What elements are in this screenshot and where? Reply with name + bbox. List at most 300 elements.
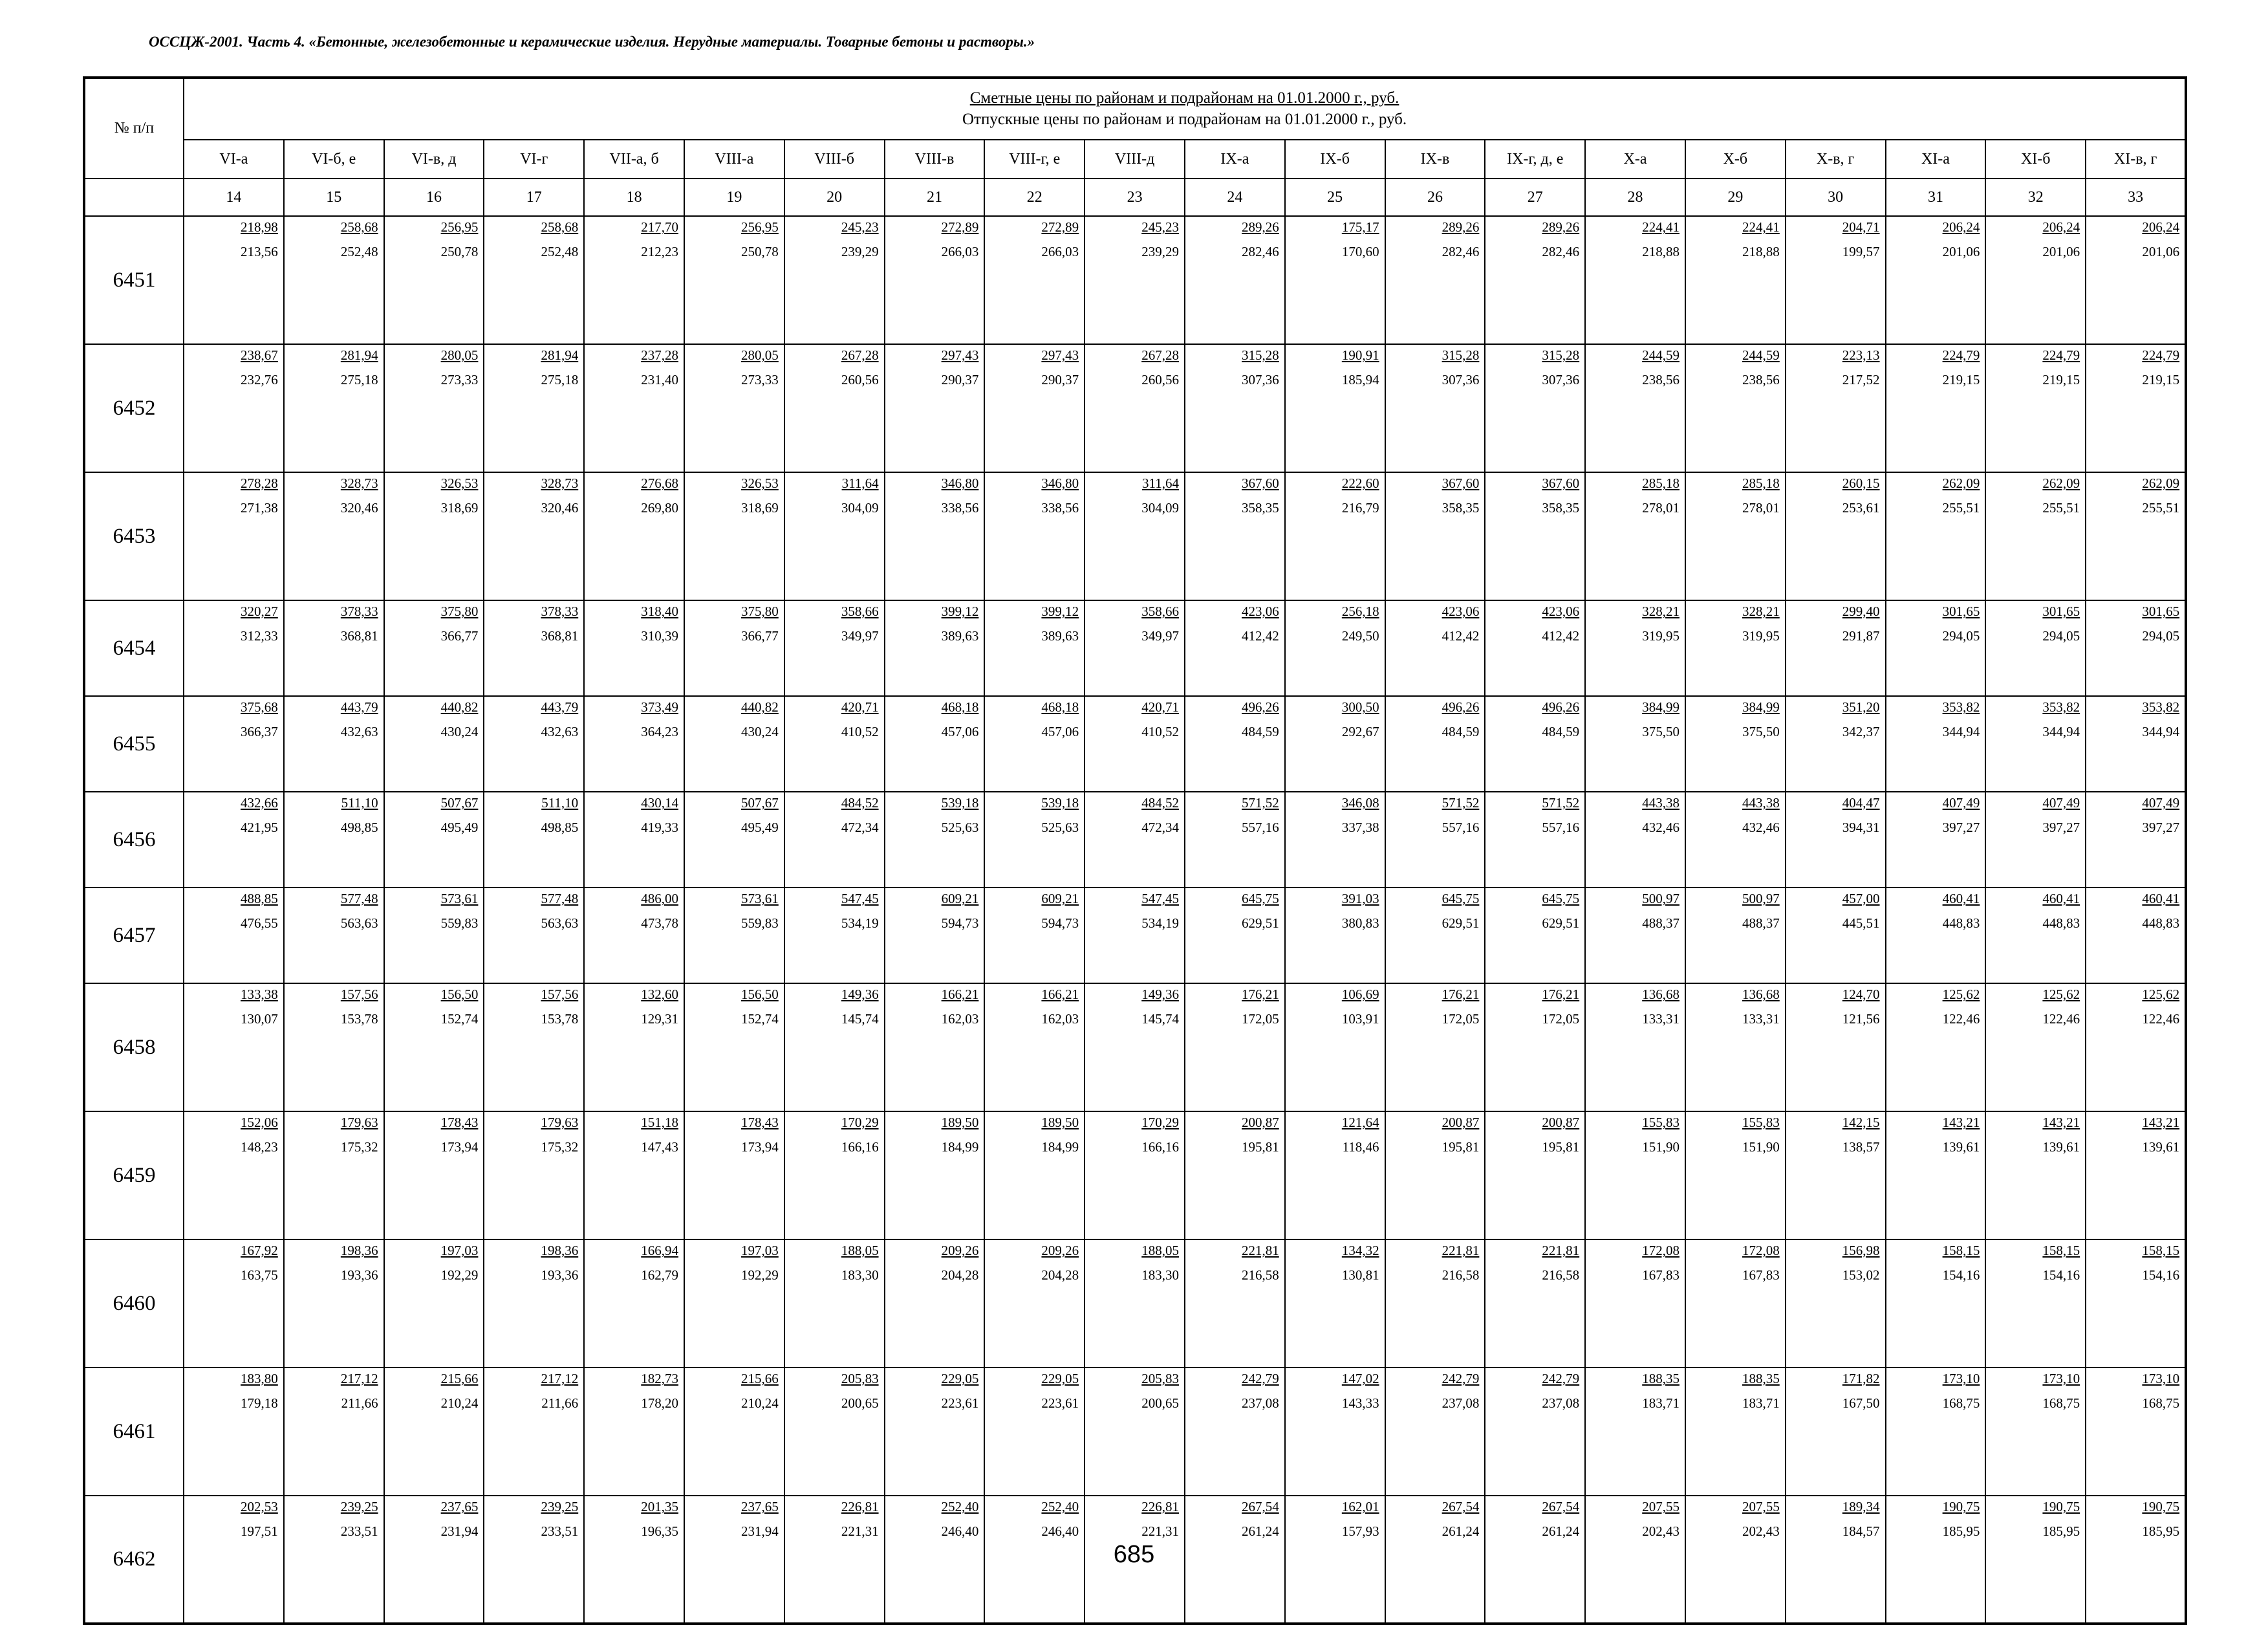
price-cell <box>1485 344 1585 472</box>
release-price: 192,29 <box>440 1267 479 1283</box>
estimate-price: 157,56 <box>340 987 378 1002</box>
column-number: 24 <box>1185 179 1285 216</box>
release-price: 154,16 <box>1942 1267 1980 1283</box>
estimate-price: 256,95 <box>440 219 479 235</box>
price-cell <box>1886 600 1986 696</box>
region-header: VIII-б <box>784 140 885 179</box>
release-price: 219,15 <box>2142 372 2180 387</box>
estimate-price: 351,20 <box>1842 699 1880 715</box>
estimate-price: 158,15 <box>2042 1243 2080 1258</box>
row-number-column-blank <box>84 179 184 216</box>
price-cell <box>1685 888 1786 983</box>
estimate-price: 577,48 <box>340 891 378 906</box>
price-cell <box>1285 1368 1385 1496</box>
release-price: 172,05 <box>1542 1011 1580 1027</box>
release-price: 153,78 <box>541 1011 579 1027</box>
release-price: 275,18 <box>340 372 378 387</box>
release-price: 563,63 <box>340 915 378 931</box>
release-price: 210,24 <box>741 1395 779 1411</box>
release-price: 237,08 <box>1442 1395 1480 1411</box>
estimate-price: 407,49 <box>1942 795 1980 811</box>
price-cell <box>1485 1239 1585 1368</box>
release-price: 266,03 <box>1041 244 1079 259</box>
release-price: 261,24 <box>1242 1523 1279 1539</box>
price-cell <box>2086 1111 2186 1239</box>
release-price: 255,51 <box>2042 500 2080 516</box>
release-price: 232,76 <box>241 372 278 387</box>
estimate-price: 468,18 <box>941 699 979 715</box>
price-cell <box>1985 344 2086 472</box>
release-price: 349,97 <box>1141 628 1179 644</box>
estimate-price: 242,79 <box>1542 1371 1580 1386</box>
price-cell <box>1485 888 1585 983</box>
price-cell <box>684 1111 784 1239</box>
estimate-price: 221,81 <box>1442 1243 1480 1258</box>
price-cell <box>284 1111 384 1239</box>
column-number: 14 <box>184 179 284 216</box>
estimate-price: 297,43 <box>1041 347 1079 363</box>
release-price: 307,36 <box>1542 372 1580 387</box>
region-header: XI-б <box>1985 140 2086 179</box>
release-price: 157,93 <box>1341 1523 1379 1539</box>
estimate-price: 281,94 <box>340 347 378 363</box>
price-cell <box>284 1368 384 1496</box>
estimate-price: 353,82 <box>1942 699 1980 715</box>
release-price: 202,43 <box>1642 1523 1679 1539</box>
release-price: 338,56 <box>941 500 979 516</box>
release-price: 366,37 <box>241 724 278 739</box>
release-price: 318,69 <box>440 500 479 516</box>
estimate-price: 645,75 <box>1542 891 1580 906</box>
estimate-price: 328,73 <box>340 475 378 491</box>
release-price: 201,06 <box>2042 244 2080 259</box>
release-price: 239,29 <box>841 244 879 259</box>
estimate-price: 157,56 <box>541 987 579 1002</box>
estimate-price: 315,28 <box>1542 347 1580 363</box>
estimate-price: 488,85 <box>241 891 278 906</box>
price-cell <box>284 696 384 792</box>
estimate-price: 188,05 <box>1141 1243 1179 1258</box>
release-price: 273,33 <box>741 372 779 387</box>
price-cell <box>1685 472 1786 600</box>
estimate-price: 285,18 <box>1742 475 1780 491</box>
estimate-price: 367,60 <box>1442 475 1480 491</box>
release-price: 221,31 <box>1141 1523 1179 1539</box>
estimate-price: 571,52 <box>1242 795 1279 811</box>
price-cell <box>784 696 885 792</box>
estimate-price: 301,65 <box>1942 604 1980 619</box>
price-cell <box>484 792 584 888</box>
release-price: 184,57 <box>1842 1523 1880 1539</box>
price-cell <box>284 344 384 472</box>
price-cell <box>984 216 1085 344</box>
release-price: 204,28 <box>941 1267 979 1283</box>
release-price: 202,43 <box>1742 1523 1780 1539</box>
release-price: 457,06 <box>1041 724 1079 739</box>
release-price: 430,24 <box>741 724 779 739</box>
release-price: 349,97 <box>841 628 879 644</box>
estimate-price: 175,17 <box>1341 219 1379 235</box>
estimate-price: 609,21 <box>1041 891 1079 906</box>
price-cell <box>1585 696 1685 792</box>
release-price: 344,94 <box>1942 724 1980 739</box>
estimate-price: 375,68 <box>241 699 278 715</box>
estimate-price: 353,82 <box>2142 699 2180 715</box>
estimate-price: 239,25 <box>541 1499 579 1514</box>
column-number-row <box>84 179 2186 216</box>
column-number: 30 <box>1786 179 1886 216</box>
release-price: 304,09 <box>841 500 879 516</box>
table-row <box>84 344 2186 472</box>
release-price: 290,37 <box>1041 372 1079 387</box>
estimate-price: 443,79 <box>340 699 378 715</box>
release-price: 432,63 <box>340 724 378 739</box>
region-header: X-а <box>1585 140 1685 179</box>
estimate-price: 484,52 <box>841 795 879 811</box>
release-price: 233,51 <box>340 1523 378 1539</box>
estimate-price: 346,80 <box>941 475 979 491</box>
region-header: XI-а <box>1886 140 1986 179</box>
estimate-price: 300,50 <box>1341 699 1379 715</box>
price-cell <box>885 792 985 888</box>
price-cell <box>1285 888 1385 983</box>
release-price: 199,57 <box>1842 244 1880 259</box>
price-cell <box>584 472 684 600</box>
estimate-price: 326,53 <box>440 475 479 491</box>
price-cell <box>584 1368 684 1496</box>
release-price: 344,94 <box>2142 724 2180 739</box>
price-cell <box>284 600 384 696</box>
release-price: 594,73 <box>1041 915 1079 931</box>
estimate-price: 155,83 <box>1742 1115 1780 1130</box>
release-price: 163,75 <box>241 1267 278 1283</box>
price-cell <box>1985 792 2086 888</box>
price-cell <box>684 216 784 344</box>
release-price: 216,58 <box>1542 1267 1580 1283</box>
price-cell <box>384 696 484 792</box>
price-cell <box>784 216 885 344</box>
price-cell <box>684 344 784 472</box>
release-price: 246,40 <box>1041 1523 1079 1539</box>
estimate-price: 244,59 <box>1742 347 1780 363</box>
estimate-price: 207,55 <box>1742 1499 1780 1514</box>
estimate-price: 198,36 <box>541 1243 579 1258</box>
release-price: 196,35 <box>641 1523 678 1539</box>
estimate-price: 215,66 <box>741 1371 779 1386</box>
estimate-price: 577,48 <box>541 891 579 906</box>
release-price: 122,46 <box>2142 1011 2180 1027</box>
estimate-price: 143,21 <box>1942 1115 1980 1130</box>
price-cell <box>1786 792 1886 888</box>
price-cell <box>384 888 484 983</box>
release-price: 218,88 <box>1742 244 1780 259</box>
estimate-price: 136,68 <box>1742 987 1780 1002</box>
release-price: 358,35 <box>1542 500 1580 516</box>
estimate-price: 189,34 <box>1842 1499 1880 1514</box>
estimate-price: 238,67 <box>241 347 278 363</box>
release-price: 154,16 <box>2142 1267 2180 1283</box>
region-header: IX-б <box>1285 140 1385 179</box>
estimate-price: 500,97 <box>1742 891 1780 906</box>
estimate-price: 125,62 <box>2142 987 2180 1002</box>
release-price: 412,42 <box>1442 628 1480 644</box>
price-cell <box>1485 1368 1585 1496</box>
estimate-price: 158,15 <box>1942 1243 1980 1258</box>
table-row <box>84 1368 2186 1496</box>
release-price: 185,94 <box>1341 372 1379 387</box>
estimate-price: 573,61 <box>741 891 779 906</box>
release-price: 145,74 <box>841 1011 879 1027</box>
price-table <box>83 76 2187 1625</box>
estimate-price: 106,69 <box>1341 987 1379 1002</box>
release-price: 213,56 <box>241 244 278 259</box>
price-cell <box>2086 600 2186 696</box>
price-cell <box>584 344 684 472</box>
price-cell <box>1485 696 1585 792</box>
estimate-price: 373,49 <box>641 699 678 715</box>
estimate-price: 151,18 <box>641 1115 678 1130</box>
estimate-price: 443,38 <box>1742 795 1780 811</box>
price-cell <box>2086 792 2186 888</box>
release-price: 219,15 <box>1942 372 1980 387</box>
estimate-price: 224,79 <box>1942 347 1980 363</box>
estimate-price: 229,05 <box>1041 1371 1079 1386</box>
release-price: 178,20 <box>641 1395 678 1411</box>
estimate-price: 289,26 <box>1442 219 1480 235</box>
release-price: 173,94 <box>741 1139 779 1155</box>
release-price: 457,06 <box>941 724 979 739</box>
release-price: 211,66 <box>541 1395 579 1411</box>
estimate-price: 201,35 <box>641 1499 678 1514</box>
price-cell <box>1985 1368 2086 1496</box>
price-cell <box>2086 696 2186 792</box>
price-cell <box>1185 600 1285 696</box>
estimate-price: 189,50 <box>941 1115 979 1130</box>
release-price: 397,27 <box>2042 820 2080 835</box>
release-price: 231,40 <box>641 372 678 387</box>
release-price: 237,08 <box>1242 1395 1279 1411</box>
release-price: 223,61 <box>1041 1395 1079 1411</box>
release-price: 410,52 <box>1141 724 1179 739</box>
price-cell <box>1385 983 1485 1111</box>
price-cell <box>1985 216 2086 344</box>
estimate-price: 328,21 <box>1742 604 1780 619</box>
release-price: 201,06 <box>1942 244 1980 259</box>
estimate-price: 176,21 <box>1542 987 1580 1002</box>
price-cell <box>1685 216 1786 344</box>
price-cell <box>484 983 584 1111</box>
release-price: 192,29 <box>741 1267 779 1283</box>
release-price: 195,81 <box>1442 1139 1480 1155</box>
price-cell <box>384 1368 484 1496</box>
estimate-price: 496,26 <box>1442 699 1480 715</box>
price-cell <box>1085 216 1185 344</box>
price-cell <box>784 472 885 600</box>
estimate-price: 423,06 <box>1442 604 1480 619</box>
release-price: 368,81 <box>340 628 378 644</box>
estimate-price: 328,73 <box>541 475 579 491</box>
price-cell <box>1886 696 1986 792</box>
estimate-price: 407,49 <box>2142 795 2180 811</box>
estimate-price: 256,18 <box>1341 604 1379 619</box>
price-cell <box>1886 1111 1986 1239</box>
release-price: 432,46 <box>1642 820 1679 835</box>
release-price: 153,78 <box>340 1011 378 1027</box>
price-cell <box>1285 344 1385 472</box>
estimate-price: 258,68 <box>340 219 378 235</box>
release-price: 167,83 <box>1742 1267 1780 1283</box>
price-cell <box>885 1239 985 1368</box>
region-header: VII-а, б <box>584 140 684 179</box>
price-cell <box>184 344 284 472</box>
price-cell <box>484 1111 584 1239</box>
row-id: 6453 <box>84 472 184 600</box>
release-price: 320,46 <box>541 500 579 516</box>
release-price: 223,61 <box>941 1395 979 1411</box>
estimate-price: 547,45 <box>841 891 879 906</box>
estimate-price: 320,27 <box>241 604 278 619</box>
estimate-price: 162,01 <box>1341 1499 1379 1514</box>
release-price: 250,78 <box>440 244 479 259</box>
price-cell <box>684 472 784 600</box>
estimate-price: 281,94 <box>541 347 579 363</box>
estimate-price: 188,05 <box>841 1243 879 1258</box>
region-header: VIII-в <box>885 140 985 179</box>
price-cell <box>2086 888 2186 983</box>
release-price: 368,81 <box>541 628 579 644</box>
table-body <box>84 216 2186 1624</box>
estimate-price: 315,28 <box>1242 347 1279 363</box>
price-cell <box>1085 344 1185 472</box>
estimate-price: 221,81 <box>1542 1243 1580 1258</box>
release-price: 172,05 <box>1242 1011 1279 1027</box>
price-cell <box>584 696 684 792</box>
price-cell <box>1085 696 1185 792</box>
estimate-price: 133,38 <box>241 987 278 1002</box>
estimate-price: 423,06 <box>1542 604 1580 619</box>
estimate-price: 353,82 <box>2042 699 2080 715</box>
estimate-price: 252,40 <box>941 1499 979 1514</box>
price-cell <box>484 344 584 472</box>
estimate-price: 460,41 <box>1942 891 1980 906</box>
region-header: VI-в, д <box>384 140 484 179</box>
column-number: 32 <box>1985 179 2086 216</box>
estimate-price: 197,03 <box>440 1243 479 1258</box>
estimate-price: 423,06 <box>1242 604 1279 619</box>
estimate-price: 407,49 <box>2042 795 2080 811</box>
price-cell <box>1185 472 1285 600</box>
price-cell <box>885 600 985 696</box>
release-price: 193,36 <box>541 1267 579 1283</box>
price-cell <box>284 983 384 1111</box>
price-cell <box>1985 1239 2086 1368</box>
column-number: 15 <box>284 179 384 216</box>
price-cell <box>1185 344 1285 472</box>
release-price: 145,74 <box>1141 1011 1179 1027</box>
estimate-price: 143,21 <box>2142 1115 2180 1130</box>
page-number: 685 <box>1113 1541 1155 1568</box>
estimate-price: 511,10 <box>341 795 378 811</box>
estimate-price: 272,89 <box>941 219 979 235</box>
estimate-price: 149,36 <box>841 987 879 1002</box>
release-price: 484,59 <box>1242 724 1279 739</box>
release-price: 246,40 <box>941 1523 979 1539</box>
price-cell <box>885 216 985 344</box>
release-price: 237,08 <box>1542 1395 1580 1411</box>
estimate-price: 507,67 <box>440 795 479 811</box>
estimate-price: 143,21 <box>2042 1115 2080 1130</box>
release-price: 495,49 <box>440 820 479 835</box>
estimate-price: 217,12 <box>541 1371 579 1386</box>
estimate-price: 224,41 <box>1742 219 1780 235</box>
estimate-price: 367,60 <box>1542 475 1580 491</box>
price-cell <box>584 600 684 696</box>
estimate-price: 285,18 <box>1642 475 1679 491</box>
price-cell <box>684 888 784 983</box>
price-cell <box>1886 1239 1986 1368</box>
release-price: 412,42 <box>1242 628 1279 644</box>
release-price: 629,51 <box>1542 915 1580 931</box>
price-cell <box>684 983 784 1111</box>
estimate-price: 311,64 <box>1141 475 1179 491</box>
estimate-price: 190,75 <box>2142 1499 2180 1514</box>
price-cell <box>484 600 584 696</box>
price-cell <box>284 888 384 983</box>
price-cell <box>1385 600 1485 696</box>
table-row <box>84 216 2186 344</box>
price-cell <box>1185 792 1285 888</box>
release-price: 484,59 <box>1542 724 1580 739</box>
estimate-price: 217,12 <box>340 1371 378 1386</box>
release-price: 183,30 <box>841 1267 879 1283</box>
column-number: 31 <box>1886 179 1986 216</box>
estimate-price: 229,05 <box>941 1371 979 1386</box>
price-cell <box>1085 1239 1185 1368</box>
release-price: 294,05 <box>1942 628 1980 644</box>
price-cell <box>384 1111 484 1239</box>
price-cell <box>1985 888 2086 983</box>
estimate-price: 170,29 <box>841 1115 879 1130</box>
release-price: 559,83 <box>741 915 779 931</box>
price-cell <box>1985 600 2086 696</box>
estimate-price: 440,82 <box>440 699 479 715</box>
release-price: 122,46 <box>1942 1011 1980 1027</box>
estimate-price: 147,02 <box>1341 1371 1379 1386</box>
estimate-price: 301,65 <box>2142 604 2180 619</box>
price-cell <box>484 472 584 600</box>
price-cell <box>1786 1239 1886 1368</box>
price-cell <box>885 472 985 600</box>
table-head <box>84 78 2186 216</box>
price-cell <box>1485 600 1585 696</box>
release-price: 173,94 <box>440 1139 479 1155</box>
price-cell <box>384 1239 484 1368</box>
estimate-price: 190,75 <box>2042 1499 2080 1514</box>
estimate-price: 170,29 <box>1141 1115 1179 1130</box>
price-cell <box>1085 983 1185 1111</box>
estimate-price: 256,95 <box>741 219 779 235</box>
price-cell <box>484 696 584 792</box>
estimate-price: 468,18 <box>1041 699 1079 715</box>
release-price: 255,51 <box>1942 500 1980 516</box>
release-price: 121,56 <box>1842 1011 1880 1027</box>
price-cell <box>1385 1368 1485 1496</box>
estimate-price: 326,53 <box>741 475 779 491</box>
release-price: 103,91 <box>1341 1011 1379 1027</box>
estimate-price: 289,26 <box>1242 219 1279 235</box>
estimate-price: 200,87 <box>1542 1115 1580 1130</box>
release-price: 195,81 <box>1242 1139 1279 1155</box>
